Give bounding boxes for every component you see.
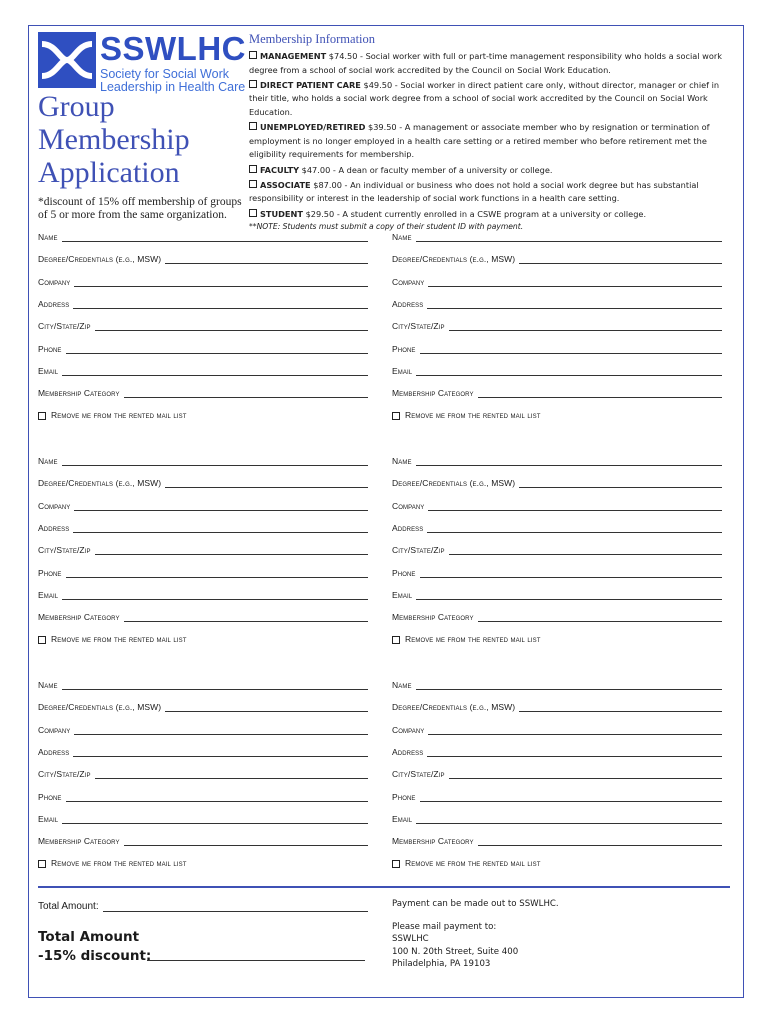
membership-info-heading: Membership Information (249, 32, 376, 46)
email-field[interactable] (62, 589, 368, 600)
address-row (38, 743, 368, 757)
checkbox[interactable] (249, 209, 257, 217)
payment-info (392, 898, 559, 971)
address-field[interactable] (427, 298, 722, 309)
category-faculty[interactable]: FACULTY $47.00 - A dean or faculty member of a university or college. (249, 164, 729, 178)
phone-row (392, 788, 722, 802)
name-field[interactable] (416, 679, 722, 690)
phone-field[interactable] (420, 567, 722, 578)
city-state-zip-label: City/State/Zip (38, 545, 91, 556)
category-direct-patient-care[interactable]: DIRECT PATIENT CARE $49.50 - Social worker in direct patient care only, without director, manager or chief in their title, who holds a social work degree from a school of social work accredited by the Council on Social Work Education. (249, 79, 720, 117)
degree-label: Degree/Credentials (e.g., MSW) (392, 254, 516, 265)
name-row (392, 228, 722, 242)
membership-category-label: Membership Category (38, 388, 120, 399)
company-field[interactable] (428, 724, 722, 735)
address-field[interactable] (73, 298, 368, 309)
remove-mail-list-label: Remove me from the rented mail list (51, 634, 187, 645)
address-field[interactable] (73, 522, 368, 533)
email-row (38, 362, 368, 376)
company-row (392, 273, 722, 287)
remove-mail-list-option[interactable] (392, 854, 722, 868)
name-field[interactable] (62, 679, 368, 690)
checkbox[interactable] (38, 860, 46, 868)
degree-field[interactable] (519, 477, 722, 488)
checkbox[interactable] (249, 165, 257, 173)
name-field[interactable] (416, 231, 722, 242)
email-label: Email (392, 365, 413, 376)
address-label: Address (392, 522, 424, 533)
name-field[interactable] (62, 455, 368, 466)
address-field[interactable] (427, 522, 722, 533)
membership-category-row (38, 384, 368, 398)
checkbox[interactable] (249, 80, 257, 88)
company-label: Company (392, 500, 425, 511)
degree-field[interactable] (519, 253, 722, 264)
email-label: Email (38, 365, 59, 376)
email-field[interactable] (62, 813, 368, 824)
address-row (38, 519, 368, 533)
page-title: Group Membership Application (38, 90, 190, 189)
name-label: Name (392, 232, 412, 242)
member-form (38, 228, 368, 423)
name-row (392, 452, 722, 466)
phone-row (392, 340, 722, 354)
name-row (38, 676, 368, 690)
city-state-zip-row (38, 317, 368, 331)
remove-mail-list-label: Remove me from the rented mail list (51, 410, 187, 421)
degree-field[interactable] (165, 477, 368, 488)
company-field[interactable] (428, 276, 722, 287)
city-state-zip-label: City/State/Zip (38, 769, 91, 780)
email-row (392, 362, 722, 376)
company-field[interactable] (74, 724, 368, 735)
logo-wave-icon (38, 32, 96, 88)
logo-line1: Society for Social Work (100, 67, 229, 81)
sswlhc-logo (38, 30, 246, 94)
email-field[interactable] (416, 813, 722, 824)
company-row (392, 497, 722, 511)
company-field[interactable] (428, 500, 722, 511)
degree-label: Degree/Credentials (e.g., MSW) (38, 478, 162, 489)
category-unemployed-retired[interactable]: UNEMPLOYED/RETIRED $39.50 - A management or associate member who by resignation or termination of employment is no longer employed in a health care setting or a retired member who before retirement met the eligibility requirements for membership. (249, 122, 710, 160)
company-label: Company (392, 724, 425, 735)
email-field[interactable] (416, 589, 722, 600)
remove-mail-list-label: Remove me from the rented mail list (405, 410, 541, 421)
phone-field[interactable] (66, 791, 368, 802)
total-amount-row (38, 898, 368, 912)
degree-row (38, 250, 368, 264)
remove-mail-list-label: Remove me from the rented mail list (51, 858, 187, 869)
company-row (38, 497, 368, 511)
email-row (38, 810, 368, 824)
mail-label: Please mail payment to: (392, 921, 497, 932)
city-state-zip-row (38, 765, 368, 779)
phone-label: Phone (392, 343, 416, 354)
mail-org: SSWLHC (392, 934, 429, 944)
phone-label: Phone (38, 343, 62, 354)
member-form (392, 452, 722, 647)
member-form (392, 676, 722, 871)
phone-row (38, 340, 368, 354)
city-state-zip-label: City/State/Zip (392, 545, 445, 556)
company-field[interactable] (74, 276, 368, 287)
remove-mail-list-label: Remove me from the rented mail list (405, 858, 541, 869)
name-label: Name (38, 680, 58, 690)
company-row (38, 273, 368, 287)
phone-label: Phone (392, 567, 416, 578)
phone-field[interactable] (66, 343, 368, 354)
discount-total-label: Total Amount -15% discount: (38, 929, 152, 964)
address-label: Address (392, 298, 424, 309)
membership-category-row (38, 832, 368, 846)
total-amount-field[interactable] (103, 911, 368, 912)
member-form (392, 228, 722, 423)
phone-row (392, 564, 722, 578)
address-label: Address (38, 298, 70, 309)
degree-label: Degree/Credentials (e.g., MSW) (392, 478, 516, 489)
category-student[interactable]: STUDENT $29.50 - A student currently enrolled in a CSWE program at a university or college. (249, 208, 729, 222)
remove-mail-list-label: Remove me from the rented mail list (405, 634, 541, 645)
mail-city: Philadelphia, PA 19103 (392, 959, 491, 969)
checkbox[interactable] (392, 412, 400, 420)
company-label: Company (392, 276, 425, 287)
membership-category-row (392, 832, 722, 846)
phone-label: Phone (392, 791, 416, 802)
city-state-zip-label: City/State/Zip (392, 321, 445, 332)
name-row (38, 452, 368, 466)
name-label: Name (392, 456, 412, 466)
address-row (38, 295, 368, 309)
address-label: Address (38, 746, 70, 757)
membership-category-label: Membership Category (38, 836, 120, 847)
city-state-zip-row (392, 541, 722, 555)
city-state-zip-field[interactable] (95, 768, 368, 779)
membership-category-label: Membership Category (392, 612, 474, 623)
city-state-zip-row (38, 541, 368, 555)
logo-line2: Leadership in Health Care (100, 80, 246, 94)
address-row (392, 519, 722, 533)
address-row (392, 295, 722, 309)
member-form (38, 452, 368, 647)
degree-label: Degree/Credentials (e.g., MSW) (38, 254, 162, 265)
phone-label: Phone (38, 567, 62, 578)
address-label: Address (38, 522, 70, 533)
category-associate[interactable]: ASSOCIATE $87.00 - An individual or business who does not hold a social work degree but has substantial responsibility or interest in the leadership of social work functions in a health care setting. (249, 179, 699, 204)
address-label: Address (392, 746, 424, 757)
email-field[interactable] (416, 365, 722, 376)
remove-mail-list-option[interactable] (38, 630, 368, 644)
city-state-zip-field[interactable] (449, 544, 722, 555)
degree-row (38, 474, 368, 488)
company-label: Company (38, 724, 71, 735)
checkbox[interactable] (38, 412, 46, 420)
name-label: Name (38, 232, 58, 242)
degree-field[interactable] (165, 253, 368, 264)
membership-category-row (392, 608, 722, 622)
name-label: Name (392, 680, 412, 690)
degree-label: Degree/Credentials (e.g., MSW) (38, 702, 162, 713)
company-field[interactable] (74, 500, 368, 511)
degree-field[interactable] (519, 701, 722, 712)
category-management[interactable]: MANAGEMENT $74.50 - Social worker with full or part-time management responsibility who holds a social work degree from a school of social work accredited by the Council on Social Work Education. (249, 51, 722, 75)
email-label: Email (392, 813, 413, 824)
city-state-zip-field[interactable] (95, 320, 368, 331)
email-row (392, 586, 722, 600)
member-form (38, 676, 368, 871)
total-amount-label: Total Amount: (38, 901, 99, 912)
section-divider (38, 886, 730, 888)
city-state-zip-label: City/State/Zip (38, 321, 91, 332)
city-state-zip-field[interactable] (449, 320, 722, 331)
email-field[interactable] (62, 365, 368, 376)
checkbox[interactable] (249, 180, 257, 188)
phone-field[interactable] (420, 791, 722, 802)
email-label: Email (392, 589, 413, 600)
remove-mail-list-option[interactable] (38, 406, 368, 420)
checkbox[interactable] (392, 636, 400, 644)
city-state-zip-row (392, 765, 722, 779)
phone-row (38, 564, 368, 578)
remove-mail-list-option[interactable] (392, 630, 722, 644)
address-field[interactable] (427, 746, 722, 757)
membership-info (249, 32, 729, 231)
name-label: Name (38, 456, 58, 466)
membership-category-row (392, 384, 722, 398)
address-field[interactable] (73, 746, 368, 757)
email-label: Email (38, 589, 59, 600)
logo-acronym: SSWLHC (100, 30, 246, 67)
company-label: Company (38, 276, 71, 287)
city-state-zip-label: City/State/Zip (392, 769, 445, 780)
degree-row (392, 250, 722, 264)
email-row (38, 586, 368, 600)
city-state-zip-field[interactable] (95, 544, 368, 555)
membership-category-field[interactable] (478, 835, 722, 846)
city-state-zip-row (392, 317, 722, 331)
remove-mail-list-option[interactable] (392, 406, 722, 420)
address-row (392, 743, 722, 757)
degree-field[interactable] (165, 701, 368, 712)
checkbox[interactable] (38, 636, 46, 644)
name-row (392, 676, 722, 690)
degree-row (392, 474, 722, 488)
degree-label: Degree/Credentials (e.g., MSW) (392, 702, 516, 713)
discount-note: *discount of 15% off membership of groups of 5 or more from the same organization. (38, 196, 242, 221)
membership-category-label: Membership Category (392, 388, 474, 399)
membership-category-label: Membership Category (392, 836, 474, 847)
company-row (38, 721, 368, 735)
name-field[interactable] (416, 455, 722, 466)
membership-category-field[interactable] (478, 387, 722, 398)
membership-category-field[interactable] (124, 835, 368, 846)
name-row (38, 228, 368, 242)
payment-made-out: Payment can be made out to SSWLHC. (392, 899, 559, 909)
email-label: Email (38, 813, 59, 824)
degree-row (38, 698, 368, 712)
city-state-zip-field[interactable] (449, 768, 722, 779)
checkbox[interactable] (249, 122, 257, 130)
checkbox[interactable] (249, 51, 257, 59)
discount-total-field[interactable] (147, 960, 365, 961)
phone-field[interactable] (420, 343, 722, 354)
membership-category-label: Membership Category (38, 612, 120, 623)
membership-category-field[interactable] (478, 611, 722, 622)
mail-street: 100 N. 20th Street, Suite 400 (392, 946, 519, 957)
checkbox[interactable] (392, 860, 400, 868)
membership-category-row (38, 608, 368, 622)
student-note: **NOTE: Students must submit a copy of their student ID with payment. (249, 221, 524, 231)
company-row (392, 721, 722, 735)
degree-row (392, 698, 722, 712)
membership-category-field[interactable] (124, 387, 368, 398)
remove-mail-list-option[interactable] (38, 854, 368, 868)
company-label: Company (38, 500, 71, 511)
email-row (392, 810, 722, 824)
name-field[interactable] (62, 231, 368, 242)
phone-row (38, 788, 368, 802)
phone-label: Phone (38, 791, 62, 802)
phone-field[interactable] (66, 567, 368, 578)
membership-category-field[interactable] (124, 611, 368, 622)
